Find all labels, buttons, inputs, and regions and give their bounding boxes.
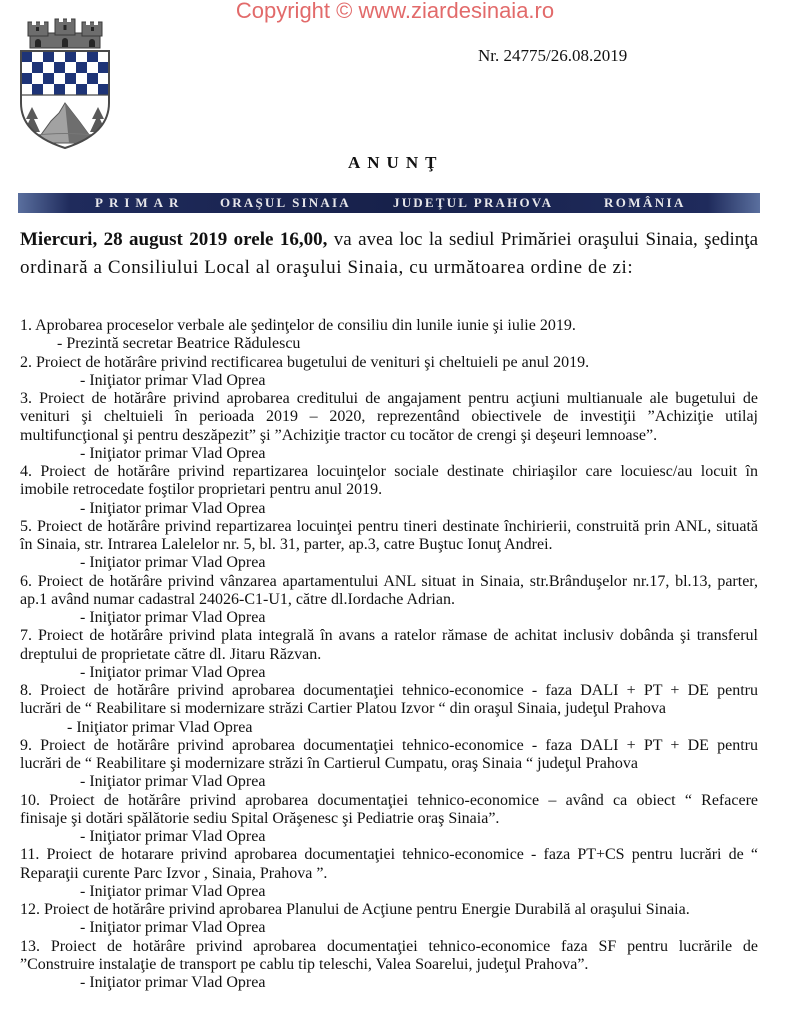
agenda-item-text: lucrări de “ Reabilitare si modernizare străzi Cartier Platou Izvor “ din oraşul Sinaia, judeţul Prahova — [20, 700, 666, 718]
agenda-item-note: - Iniţiator primar Vlad Oprea — [80, 773, 266, 791]
agenda-item-text: 7. Proiect de hotărâre privind plata integrală în avans a ratelor rămase de achitat inclusiv dobânda şi transferul — [20, 627, 758, 645]
agenda-item-text: dreptului de proprietate către dl. Jitaru Răzvan. — [20, 645, 322, 663]
agenda-item-2 — [20, 354, 758, 391]
reference-number: Nr. 24775/26.08.2019 — [478, 46, 628, 65]
banner-item-oras: ORAŞUL SINAIA — [220, 195, 351, 210]
page-title: ANUNŢ — [348, 153, 444, 172]
intro-line-2: ordinară a Consiliului Local al oraşului Sinaia, cu următoarea ordine de zi: — [20, 257, 634, 278]
agenda-item-13 — [20, 938, 758, 993]
meeting-date-time: Miercuri, 28 august 2019 orele 16,00, — [20, 229, 328, 250]
agenda-item-text: 4. Proiect de hotărâre privind repartizarea locuinţelor sociale destinate chiriaşilor care locuiesc/au locuit în — [20, 463, 758, 480]
agenda-item-text: 11. Proiect de hotarare privind aprobarea documentaţiei tehnico-economice - faza PT+CS pentru lucrări de “ — [20, 846, 758, 864]
agenda-item-text: ”Construire instalaţie de transport pe cablu tip teleschi, Valea Soarelui, judeţul Prahova”. — [20, 955, 589, 973]
agenda-item-text: 13. Proiect de hotărâre privind aprobarea documentaţiei tehnico-economice faza SF pentru lucrările de — [20, 937, 758, 955]
agenda-item-note: - Iniţiator primar Vlad Oprea — [80, 444, 266, 462]
agenda-item-note: - Prezintă secretar Beatrice Rădulescu — [57, 335, 301, 353]
agenda-item-text: lucrări de “ Reabilitare şi modernizare străzi în Cartierul Cumpatu, oraş Sinaia “ judeţul Prahova — [20, 755, 639, 772]
coat-of-arms-icon — [17, 17, 113, 151]
banner-item-judet: JUDEŢUL PRAHOVA — [393, 195, 554, 210]
agenda-item-note: - Iniţiator primar Vlad Oprea — [80, 828, 266, 845]
agenda-item-3 — [20, 390, 758, 463]
agenda-item-text: imobile retrocedate foştilor proprietari pentru anul 2019. — [20, 481, 383, 499]
agenda-item-text: în Sinaia, str. Intrarea Lalelelor nr. 5, bl. 31, parter, ap.3, catre Buştuc Ionuţ Andrei. — [20, 536, 553, 553]
agenda-item-1 — [20, 317, 758, 354]
header-banner — [18, 193, 760, 213]
agenda-item-8 — [20, 682, 758, 737]
agenda-item-text: Reparaţii curente Parc Izvor , Sinaia, Prahova ”. — [20, 864, 328, 882]
copyright-watermark: Copyright © www.ziardesinaia.ro — [235, 0, 555, 23]
agenda-list — [20, 317, 758, 992]
agenda-item-9 — [20, 737, 758, 792]
agenda-item-note: - Iniţiator primar Vlad Oprea — [80, 554, 266, 572]
coat-of-arms — [17, 17, 113, 151]
intro-paragraph — [20, 228, 758, 284]
agenda-item-text: venituri şi cheltuieli în perioada 2019 – 2020, reprezentând obiectivele de investiţii ”Achiziţie utilaj — [20, 408, 758, 426]
agenda-item-note: - Iniţiator primar Vlad Oprea — [67, 718, 253, 736]
agenda-item-note: - Iniţiator primar Vlad Oprea — [80, 919, 266, 937]
agenda-item-text: multifuncţional şi pentru deszăpezit” şi ”Achiziţie tractor cu tocător de crengi şi deşeuri lemnoase”. — [20, 426, 658, 444]
agenda-item-11 — [20, 846, 758, 901]
agenda-item-10 — [20, 792, 758, 847]
agenda-item-text: 1. Aprobarea proceselor verbale ale şedinţelor de consiliu din lunile iunie şi iulie 2019. — [20, 317, 576, 334]
agenda-item-12 — [20, 901, 758, 938]
agenda-item-note: - Iniţiator primar Vlad Oprea — [80, 371, 266, 389]
agenda-item-text: ap.1 având numar cadastral 24026-C1-U1, către dl.Iordache Adrian. — [20, 590, 455, 608]
agenda-item-text: 5. Proiect de hotărâre privind repartizarea locuinţei pentru tineri destinate închirierii, construită prin ANL, situată — [20, 517, 758, 535]
agenda-item-note: - Iniţiator primar Vlad Oprea — [80, 974, 266, 991]
agenda-item-text: 8. Proiect de hotărâre privind aprobarea documentaţiei tehnico-economice - faza DALI + PT + DE pentru — [20, 682, 758, 699]
banner-item-tara: ROMÂNIA — [604, 195, 686, 210]
intro-text: va avea loc la sediul Primăriei oraşului Sinaia, şedinţa — [333, 229, 758, 250]
agenda-item-5 — [20, 518, 758, 573]
intro-line-1 — [20, 228, 758, 256]
banner-item-primar: PRIMAR — [95, 195, 185, 210]
agenda-item-text: finisaje şi dotări spălătorie sediu Spital Orăşenesc şi Pediatrie oraş Sinaia”. — [20, 809, 500, 827]
agenda-item-text: 9. Proiect de hotărâre privind aprobarea documentaţiei tehnico-economice - faza DALI + PT + DE pentru — [20, 736, 758, 754]
agenda-item-note: - Iniţiator primar Vlad Oprea — [80, 609, 266, 626]
agenda-item-text: 6. Proiect de hotărâre privind vânzarea apartamentului ANL situat in Sinaia, str.Brânduşelor nr.17, bl.13, parter, — [20, 572, 758, 590]
agenda-item-text: 12. Proiect de hotărâre privind aprobarea Planului de Acţiune pentru Energie Durabilă al oraşului Sinaia. — [20, 901, 690, 918]
agenda-item-note: - Iniţiator primar Vlad Oprea — [80, 499, 266, 517]
agenda-item-text: 10. Proiect de hotărâre privind aprobarea documentaţiei tehnico-economice – având ca obiect “ Refacere — [20, 791, 758, 809]
agenda-item-text: 2. Proiect de hotărâre privind rectificarea bugetului de venituri şi cheltuieli pe anul 2019. — [20, 353, 590, 371]
agenda-item-text: 3. Proiect de hotărâre privind aprobarea creditului de angajament pentru acţiuni multianuale ale bugetului de — [20, 390, 758, 407]
agenda-item-6 — [20, 573, 758, 628]
agenda-item-4 — [20, 463, 758, 518]
agenda-item-note: - Iniţiator primar Vlad Oprea — [80, 663, 266, 681]
agenda-item-7 — [20, 627, 758, 682]
agenda-item-note: - Iniţiator primar Vlad Oprea — [80, 882, 266, 900]
